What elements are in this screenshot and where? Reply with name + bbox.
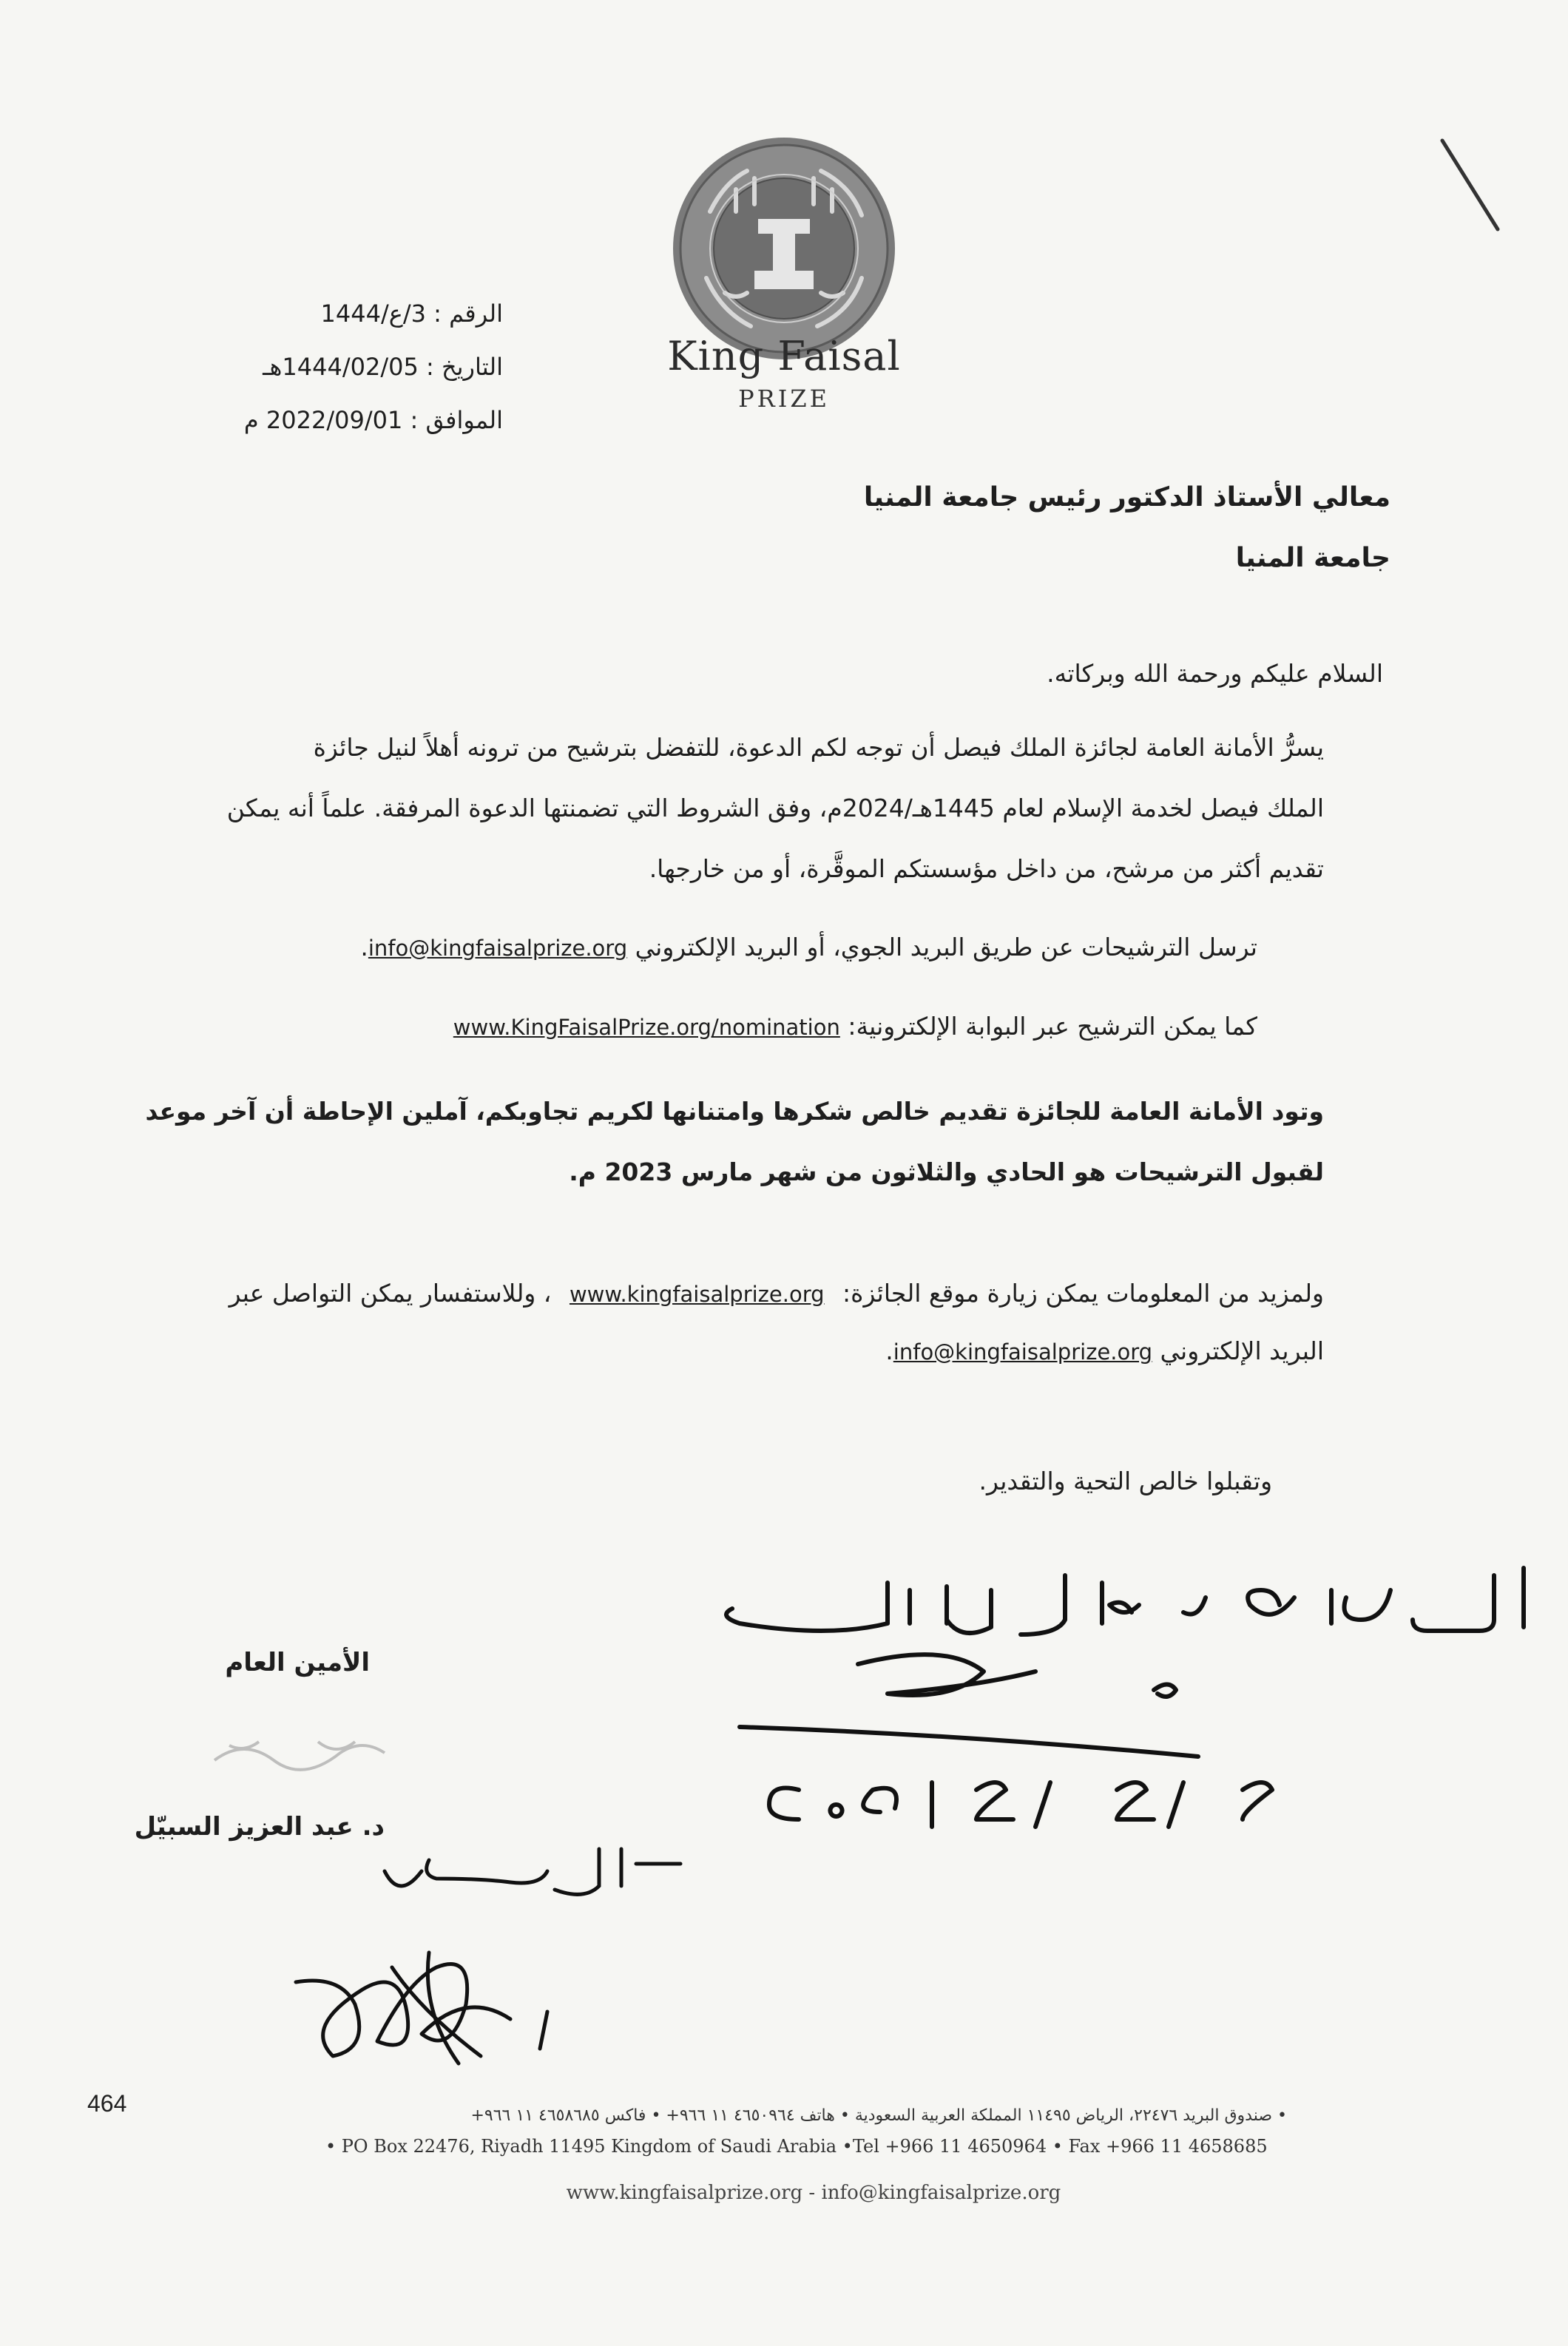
king-faisal-prize-seal <box>666 130 902 367</box>
signature-title: الأمين العام <box>225 1648 370 1677</box>
paragraph-2-text: ترسل الترشيحات عن طريق البريد الجوي، أو البريد الإلكتروني <box>635 933 1257 961</box>
brand-name: King Faisal <box>667 333 901 379</box>
paragraph-5-text-1: ولمزيد من المعلومات يمكن زيارة موقع الجائزة: <box>842 1279 1324 1308</box>
closing: وتقبلوا خالص التحية والتقدير. <box>979 1467 1272 1495</box>
brand-sub: PRIZE <box>738 385 830 413</box>
addressee-title: معالي الأستاذ الدكتور رئيس جامعة المنيا <box>863 482 1390 513</box>
info-email-link[interactable]: info@kingfaisalprize.org <box>893 1339 1153 1365</box>
reference-block <box>192 287 503 447</box>
nomination-email-link[interactable]: info@kingfaisalprize.org <box>368 936 628 961</box>
pen-mark <box>1435 133 1509 244</box>
paragraph-1-line-3: تقديم أكثر من مرشح، من داخل مؤسستكم الموقَّرة، أو من خارجها. <box>649 854 1324 883</box>
handwritten-annotation <box>666 1546 1561 1842</box>
paragraph-1-line-1: يسرُّ الأمانة العامة لجائزة الملك فيصل أن توجه لكم الدعوة، للتفضل بترشيح من ترونه أهلاً لنيل جائزة <box>313 733 1324 762</box>
nomination-portal-link[interactable]: www.KingFaisalPrize.org/nomination <box>453 1015 840 1040</box>
paragraph-4-line-2: لقبول الترشيحات هو الحادي والثلاثون من شهر مارس 2023 م. <box>569 1157 1324 1186</box>
footer-web-contacts: www.kingfaisalprize.org - info@kingfaisalprize.org <box>566 2182 1061 2204</box>
handwritten-department-note <box>370 1834 695 1916</box>
date-hijri: التاريخ : 1444/02/05هـ <box>263 353 503 381</box>
paragraph-4-line-1: وتود الأمانة العامة للجائزة تقديم خالص شكرها وامتنانها لكريم تجاوبكم، آملين الإحاطة أن آخر موعد <box>145 1097 1324 1126</box>
reference-number: الرقم : 3/ع/1444 <box>320 300 503 328</box>
handwritten-signature <box>281 1938 592 2100</box>
paragraph-3 <box>148 1002 1257 1052</box>
paragraph-5-text-2: ، وللاستفسار يمكن التواصل عبر <box>229 1279 552 1308</box>
faded-stamp <box>207 1723 399 1782</box>
greeting: السلام عليكم ورحمة الله وبركاته. <box>1047 659 1383 688</box>
paragraph-1-line-2: الملك فيصل لخدمة الإسلام لعام 1445هـ/2024م، وفق الشروط التي تضمنتها الدعوة المرفقة. علماً أنه يمكن <box>226 794 1324 822</box>
paragraph-3-text: كما يمكن الترشيح عبر البوابة الإلكترونية: <box>848 1012 1257 1041</box>
paragraph-6-text: البريد الإلكتروني <box>1160 1336 1324 1365</box>
paragraph-2: ترسل الترشيحات عن طريق البريد الجوي، أو البريد الإلكتروني info@kingfaisalprize.org. <box>148 923 1257 973</box>
footer-arabic-address: • صندوق البريد ٢٢٤٧٦، الرياض ١١٤٩٥ المملكة العربية السعودية • هاتف ٤٦٥٠٩٦٤ ١١ ٩٦٦+ • فاكس ٤٦٥٨٦٨٥ ١١ ٩٦٦+ <box>470 2106 1287 2125</box>
page-number: 464 <box>87 2090 127 2117</box>
paragraph-5 <box>67 1269 1324 1319</box>
paragraph-6: البريد الإلكتروني info@kingfaisalprize.org. <box>67 1327 1324 1376</box>
date-gregorian: الموافق : 2022/09/01 م <box>243 406 503 434</box>
signer-name: د. عبد العزيز السبيّل <box>134 1812 385 1842</box>
website-link[interactable]: www.kingfaisalprize.org <box>569 1282 825 1307</box>
addressee-institution: جامعة المنيا <box>1235 543 1390 573</box>
footer-english-address: • PO Box 22476, Riyadh 11495 Kingdom of Saudi Arabia •Tel +966 11 4650964 • Fax +966 11 4658685 <box>325 2136 1268 2157</box>
